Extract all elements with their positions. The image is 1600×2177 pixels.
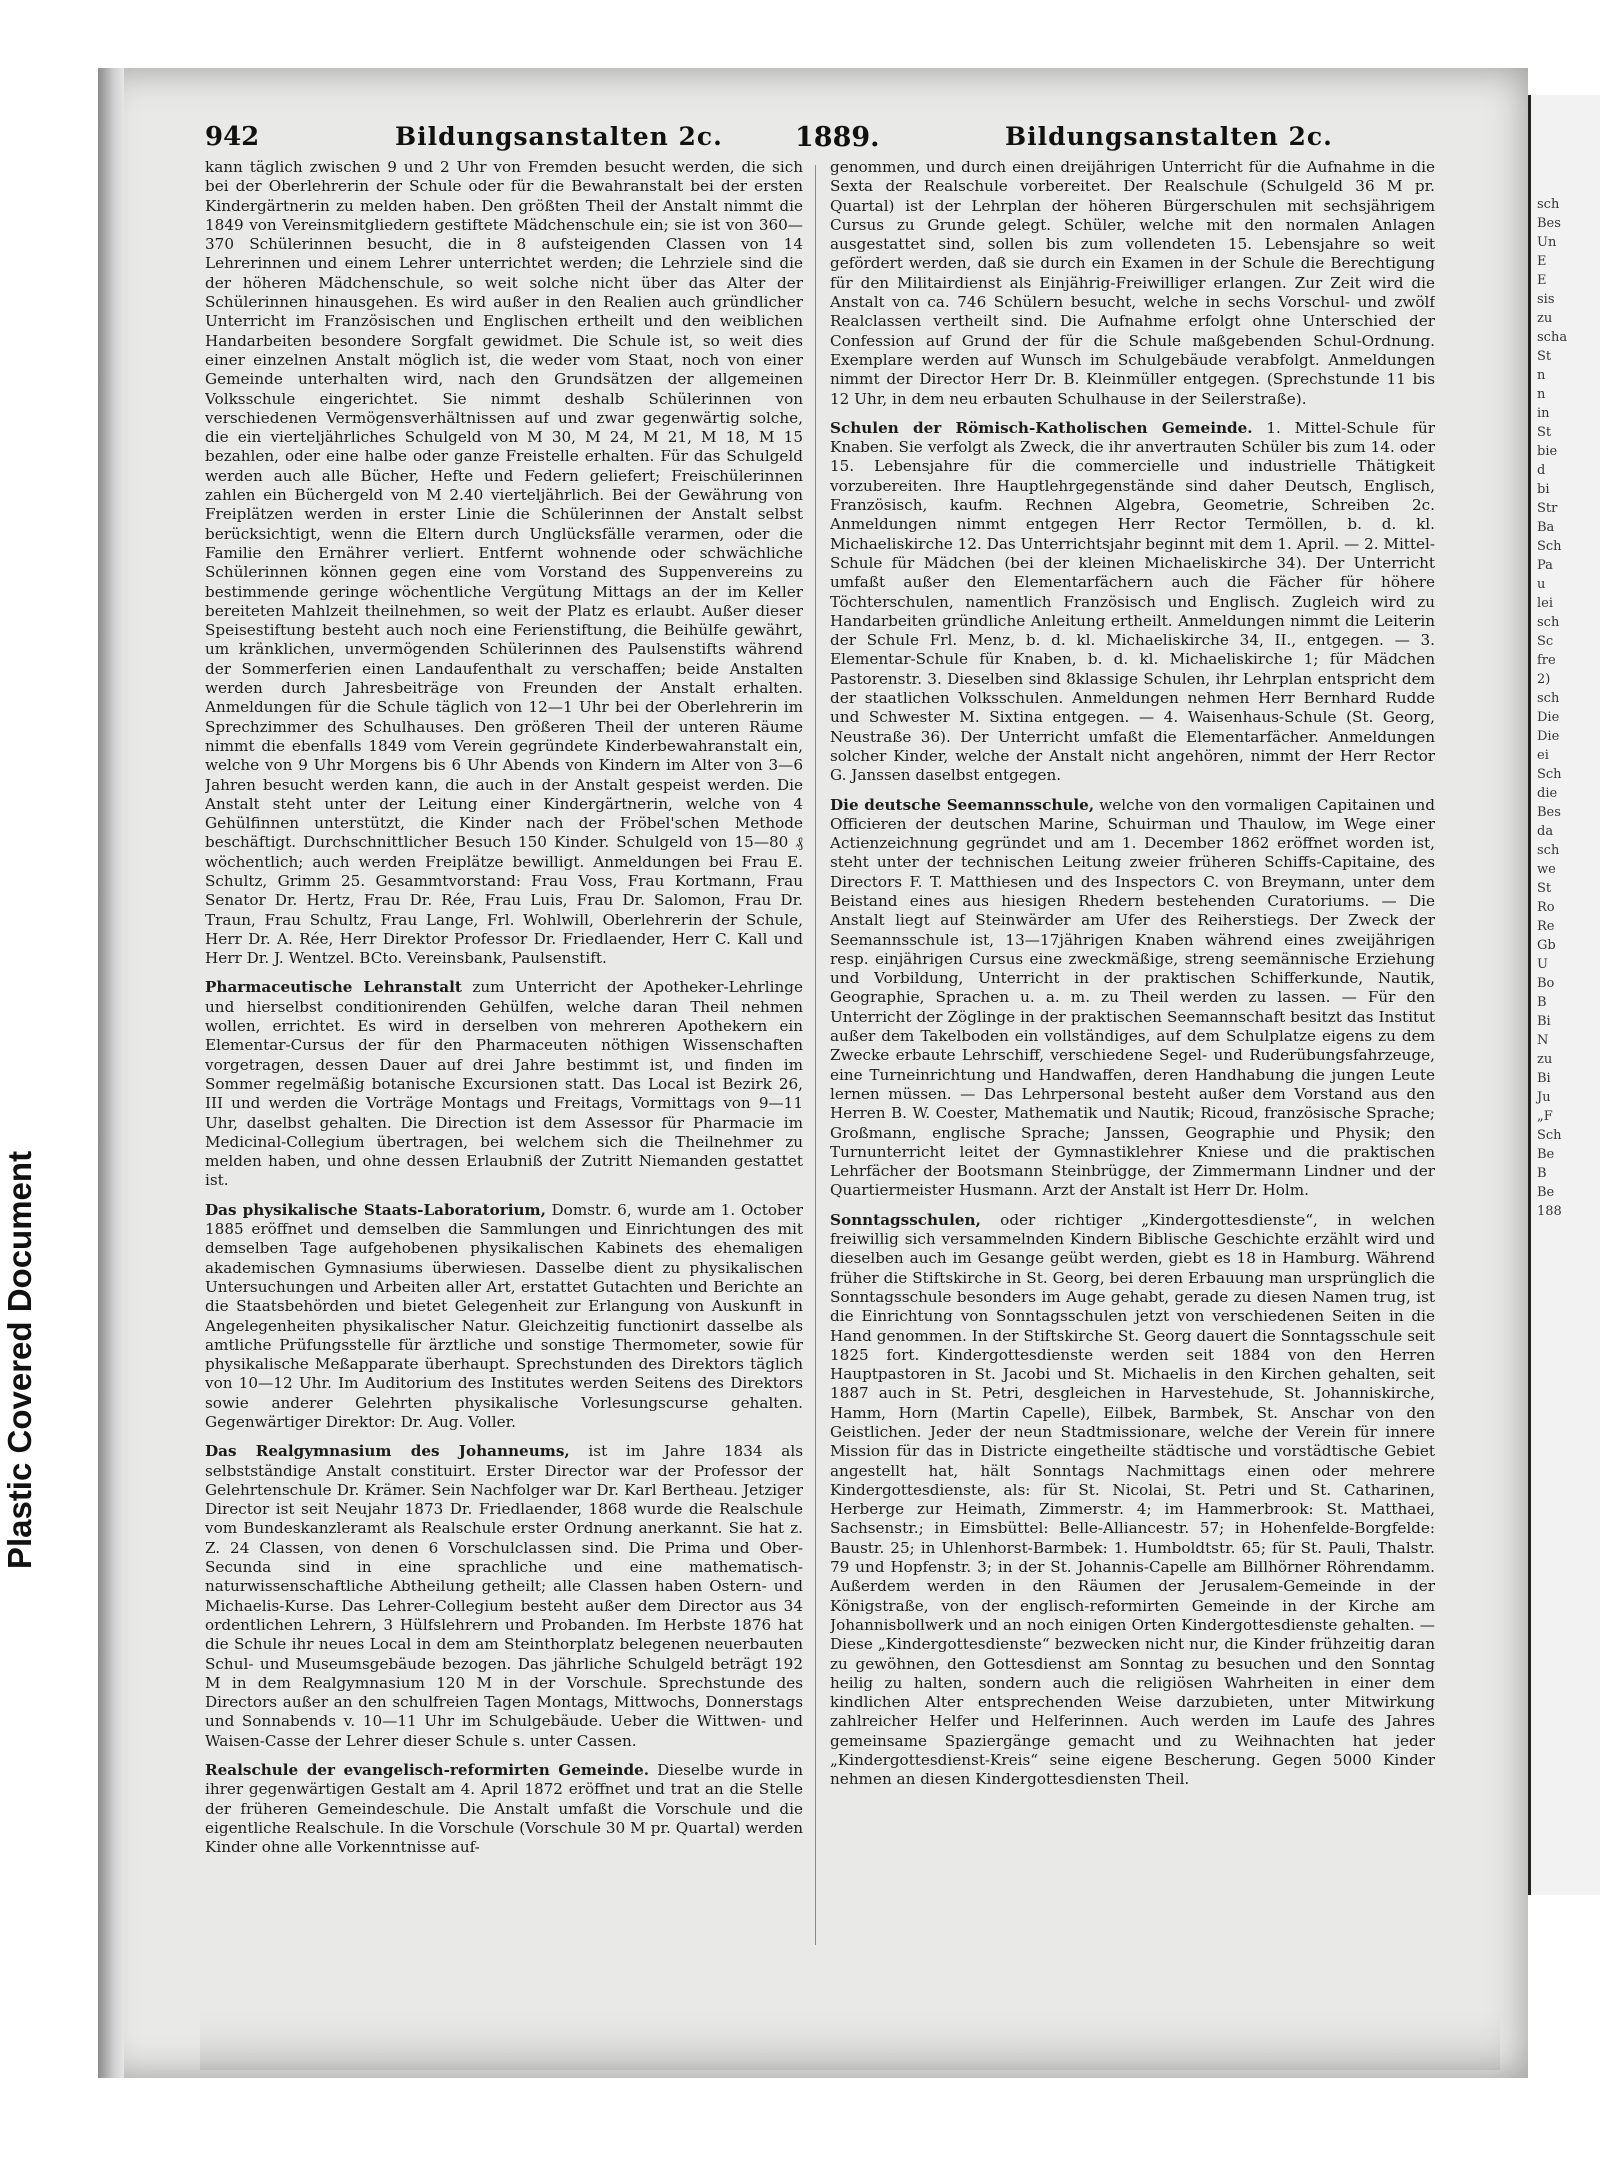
paragraph-heading: Sonntagsschulen,	[830, 1210, 981, 1229]
paragraph-text: zum Unterricht der Apotheker-Lehrlinge und hierselbst conditionirenden Gehülfen, welche daran Theil nehmen wollen, errichtet. Es wird in derselben von mehreren Apothekern ein Elementar-Cursus der für den Pharmaceuten nöthigen Wissenschaften vorgetragen, dessen Dauer auf drei Jahre bestimmt ist, und finden im Sommer regelmäßig botanische Excursionen statt. Das Local ist Bezirk 26, III und werden die Vorträge Montags und Freitags, Vormittags von 9—11 Uhr, daselbst gehalten. Die Direction ist dem Assessor für Pharmacie im Medicinal-Collegium übertragen, bei welchem sich die Theilnehmer zu melden haben, und ohne dessen Erlaubniß der Zutritt Niemanden gestattet ist.	[205, 978, 803, 1190]
page-shadow	[200, 2010, 1500, 2070]
paragraph	[205, 978, 803, 1190]
paragraph	[205, 1201, 803, 1433]
binding-edge	[98, 68, 124, 2078]
page-number: 942	[205, 122, 260, 152]
paragraph	[830, 158, 1435, 409]
paragraph	[205, 1442, 803, 1751]
side-label-text: Plastic Covered Document	[1, 1150, 38, 1570]
paragraph-heading: Die deutsche Seemannsschule,	[830, 795, 1095, 814]
page-header	[205, 122, 1445, 162]
paragraph-text: Dieselbe wurde in ihrer gegenwärtigen Gestalt am 4. April 1872 eröffnet und trat an die Stelle der früheren Gemeindeschule. Die Anstalt umfaßt die Vorschule und die eigentliche Realschule. In die Vorschule (Vorschule 30 M pr. Quartal) werden Kinder ohne alle Vorkenntnisse auf-	[205, 1761, 803, 1857]
column-divider	[815, 165, 816, 1945]
paragraph-text: Domstr. 6, wurde am 1. October 1885 eröffnet und demselben die Sammlungen und Einrichtungen des mit demselben Tage aufgehobenen physikalischen Kabinets des ehemaligen akademischen Gymnasiums überwiesen. Dasselbe dient zu physikalischen Untersuchungen und Arbeiten aller Art, erstattet Gutachten und Berichte an die Staatsbehörden und bietet Gelegenheit zur Erlangung von Auskunft in Angelegenheiten physikalischer Natur. Gleichzeitig functionirt dasselbe als amtliche Prüfungsstelle für ärztliche und sonstige Thermometer, sowie für physikalische Meßapparate überhaupt. Sprechstunden des Direktors täglich von 10—12 Uhr. Im Auditorium des Institutes werden Seitens des Direktors sowie anderer Gelehrten physikalische Vorlesungscurse gehalten. Gegenwärtiger Direktor: Dr. Aug. Voller.	[205, 1200, 803, 1431]
side-label	[0, 1050, 40, 1670]
paragraph-text: 1. Mittel-Schule für Knaben. Sie verfolgt als Zweck, die ihr anvertrauten Schüler bis zum 14. oder 15. Lebensjahre für die commercielle und industrielle Thätigkeit vorzubereiten. Ihre Hauptlehrgegenstände sind daher Deutsch, Englisch, Französisch, kaufm. Rechnen Algebra, Geometrie, Schreiben 2c. Anmeldungen nimmt entgegen Herr Rector Termöllen, b. d. kl. Michaeliskirche 12. Das Unterrichtsjahr beginnt mit dem 1. April. — 2. Mittel-Schule für Mädchen (bei der kleinen Michaeliskirche 34). Der Unterricht umfaßt außer den Elementarfächern auch die Fächer für höhere Töchterschulen, namentlich Französisch und Englisch. Zugleich wird zu Handarbeiten gründliche Anleitung ertheilt. Anmeldungen nimmt die Leiterin der Schule Frl. Menz, b. d. kl. Michaeliskirche 34, II., entgegen. — 3. Elementar-Schule für Knaben, b. d. kl. Michaeliskirche 1; für Mädchen Pastorenstr. 3. Dieselben sind 8klassige Schulen, ihr Lehrplan entspricht dem der staatlichen Volksschulen. Anmeldungen nehmen Herr Bernhard Rudde und Schwester M. Sixtina entgegen. — 4. Waisenhaus-Schule (St. Georg, Neustraße 36). Der Unterricht umfaßt die Elementarfächer. Anmeldungen solcher Kinder, welche der Anstalt nicht angehören, nimmt der Herr Rector G. Janssen daselbst entgegen.	[830, 418, 1435, 785]
paragraph	[830, 419, 1435, 786]
right-column	[830, 158, 1435, 1948]
paragraph-heading: Das physikalische Staats-Laboratorium,	[205, 1200, 546, 1219]
paragraph	[205, 1761, 803, 1857]
next-page-edge	[1528, 95, 1600, 1895]
year: 1889.	[795, 122, 880, 153]
next-page-fragment: sch Bes Un E E sis zu scha St n n in St bie d bi Str Ba Sch Pa u lei sch Sc fre 2) sch Die Die ei Sch die Bes da sch we St Ro Re Gb U Bo B Bi N zu Bi Ju „F Sch Be B Be 188	[1537, 197, 1568, 1219]
paragraph	[830, 796, 1435, 1201]
paragraph-text: genommen, und durch einen dreijährigen Unterricht für die Aufnahme in die Sexta der Realschule vorbereitet. Der Realschule (Schulgeld 36 M pr. Quartal) ist der Lehrplan der höheren Bürgerschulen mit sechsjährigem Cursus zu Grunde gelegt. Schüler, welche mit den normalen Anlagen ausgestattet sind, sollen bis zum vollendeten 15. Lebensjahre so weit gefördert werden, daß sie durch ein Examen in der Schule die Berechtigung für den Militairdienst als Einjährig-Freiwilliger erlangen. Zur Zeit wird die Anstalt von ca. 746 Schülern besucht, welche in sechs Vorschul- und zwölf Realclassen vertheilt sind. Die Aufnahme erfolgt ohne Unterschied der Confession auf Grund der für die Schule maßgebenden Schul-Ordnung. Exemplare werden auf Wunsch im Schulgebäude verabfolgt. Anmeldungen nimmt der Director Herr Dr. B. Kleinmüller entgegen. (Sprechstunde 11 bis 12 Uhr, in dem neu erbauten Schulhause in der Seilerstraße).	[830, 158, 1435, 408]
paragraph	[205, 158, 803, 968]
paragraph-heading: Das Realgymnasium des Johanneums,	[205, 1442, 570, 1461]
paragraph-text: ist im Jahre 1834 als selbstständige Anstalt constituirt. Erster Director war der Professor der Gelehrtenschule Dr. Krämer. Sein Nachfolger war Dr. Karl Bertheau. Jetziger Director ist seit Neujahr 1873 Dr. Friedlaender, 1868 wurde die Realschule vom Bundeskanzleramt als Realschule erster Ordnung anerkannt. Sie hat z. Z. 24 Classen, von denen 6 Vorschulclassen sind. Die Prima und Ober-Secunda sind in eine sprachliche und eine mathematisch-naturwissenschaftliche Abtheilung getheilt; alle Classen haben Ostern- und Michaelis-Kurse. Das Lehrer-Collegium besteht außer dem Director aus 34 ordentlichen Lehrern, 3 Hülfslehrern und Probanden. Im Herbste 1876 hat die Schule ihr neues Local in dem am Steinthorplatz belegenen neuerbauten Schul- und Museumsgebäude bezogen. Das jährliche Schulgeld beträgt 192 M in dem Realgymnasium 120 M in der Vorschule. Sprechstunde des Directors außer an den schulfreien Tagen Montags, Mittwochs, Donnerstags und Sonnabends v. 10—11 Uhr im Schulgebäude. Ueber die Wittwen- und Waisen-Casse der Lehrer dieser Schule s. unter Cassen.	[205, 1442, 803, 1750]
paragraph-heading: Pharmaceutische Lehranstalt	[205, 978, 462, 997]
running-title-right: Bildungsanstalten 2c.	[1005, 122, 1333, 151]
left-column	[205, 158, 803, 1948]
paragraph	[830, 1211, 1435, 1790]
paragraph-heading: Schulen der Römisch-Katholischen Gemeinde.	[830, 418, 1253, 437]
paragraph-text: kann täglich zwischen 9 und 2 Uhr von Fremden besucht werden, die sich bei der Oberlehrerin der Schule oder für die Bewahranstalt bei der ersten Kindergärtnerin zu melden haben. Den größten Theil der Anstalt nimmt die 1849 von Vereinsmitgliedern gestiftete Mädchenschule ein; sie ist von 360—370 Schülerinnen besucht, die in 8 aufsteigenden Classen von 14 Lehrerinnen und einem Lehrer unterrichtet werden; die Lehrziele sind die der höheren Mädchenschule, so weit solche nicht über das Alter der Schülerinnen hinausgehen. Es wird außer in den Realien auch gründlicher Unterricht im Französischen und Englischen ertheilt und den weiblichen Handarbeiten besondere Sorgfalt gewidmet. Die Schule ist, so weit dies einer einzelnen Anstalt möglich ist, die weder vom Staat, noch von einer Gemeinde unterhalten wird, nach den Grundsätzen der allgemeinen Volksschule eingerichtet. Sie nimmt deshalb Schülerinnen von verschiedenen Vermögensverhältnissen auf und zwar gegenwärtig solche, die ein vierteljährliches Schulgeld von M 30, M 24, M 21, M 18, M 15 bezahlen, oder eine halbe oder ganze Freistelle erhalten. Für das Schulgeld werden auch alle Bücher, Hefte und Federn geliefert; Freischülerinnen zahlen ein Büchergeld von M 2.40 vierteljährlich. Bei der Gewährung von Freiplätzen werden in erster Linie die Schülerinnen der Anstalt selbst berücksichtigt, wenn die Eltern durch Unglücksfälle verarmen, oder die Familie den Ernährer verliert. Entfernt wohnende oder schwächliche Schülerinnen können gegen eine vom Vorstand des Suppenvereins zu bestimmende geringe wöchentliche Vergütung Mittags an der im Keller bereiteten Mahlzeit theilnehmen, so weit der Platz es erlaubt. Außer dieser Speisestiftung besteht auch noch eine Ferienstiftung, die Beihülfe gewährt, um kränklichen, unvermögenden Schülerinnen des Paulsenstifts während der Sommerferien einen Landaufenthalt zu verschaffen; beide Anstalten werden durch Jahresbeiträge von Freunden der Anstalt erhalten. Anmeldungen für die Schule täglich von 12—1 Uhr bei der Oberlehrerin im Sprechzimmer des Schulhauses. Den größeren Theil der unteren Räume nimmt die ebenfalls 1849 vom Verein gegründete Kinderbewahranstalt ein, welche von 9 Uhr Morgens bis 6 Uhr Abends von Kindern im Alter von 3—6 Jahren besucht werden kann, die auch in der Anstalt gespeist werden. Die Anstalt steht unter der Leitung einer Kindergärtnerin, welche von 4 Gehülfinnen unterstützt, die Kinder nach der Fröbel'schen Methode beschäftigt. Durchschnittlicher Besuch 150 Kinder. Schulgeld von 15—80 ₰ wöchentlich; auch werden Freiplätze bewilligt. Anmeldungen bei Frau E. Schultz, Grimm 25. Gesammtvorstand: Frau Voss, Frau Kortmann, Frau Senator Dr. Hertz, Frau Dr. Rée, Frau Luis, Frau Dr. Salomon, Frau Dr. Traun, Frau Schultz, Frau Lange, Frl. Wohlwill, Oberlehrerin der Schule, Herr Dr. A. Rée, Herr Direktor Professor Dr. Friedlaender, Herr C. Kall und Herr Dr. J. Wentzel. BCto. Vereinsbank, Paulsenstift.	[205, 158, 803, 968]
paragraph-text: welche von den vormaligen Capitainen und Officieren der deutschen Marine, Schuirman und Thaulow, im Wege einer Actienzeichnung gegründet und am 1. December 1862 eröffnet worden ist, steht unter der technischen Leitung zweier früheren Schiffs-Capitaine, des Directors F. T. Matthiesen und des Inspectors C. von Breymann, unter dem Beistand eines aus hiesigen Rhedern bestehenden Curatoriums. — Die Anstalt liegt auf Steinwärder am Ufer des Reiherstiegs. Der Zweck der Seemannsschule ist, 13—17jährigen Knaben während eines zweijährigen resp. einjährigen Cursus eine zweckmäßige, streng seemännische Erziehung und Vorbildung, Unterricht in der praktischen Schifferkunde, Nautik, Geographie, Sprachen u. a. m. zu Theil werden zu lassen. — Für den Unterricht der Zöglinge in der praktischen Seemannschaft besitzt das Institut außer dem Takelboden ein vollständiges, auf dem Schulplatze eigens zu dem Zwecke erbaute Lehrschiff, verschiedene Segel- und Ruderübungsfahrzeuge, eine Turneinrichtung und Handwaffen, deren Handhabung die jungen Leute lernen müssen. — Das Lehrpersonal besteht außer dem Vorstand aus den Herren B. W. Coester, Mathematik und Nautik; Ricoud, französische Sprache; Großmann, englische Sprache; Janssen, Geographie und Physik; den Turnunterricht leitet der Gymnastiklehrer Kniese und die praktischen Lehrfächer der Bootsmann Steinbrügge, der Zimmermann Lindner und der Quartiermeister Husmann. Arzt der Anstalt ist Herr Dr. Holm.	[830, 795, 1435, 1200]
running-title-left: Bildungsanstalten 2c.	[395, 122, 723, 151]
paragraph-text: oder richtiger „Kindergottesdienste“, in welchen freiwillig sich versammelnden Kindern Biblische Geschichte erzählt wird und dieselben auch im Gesange geübt werden, giebt es 18 in Hamburg. Während früher die Stiftskirche in St. Georg, bei deren Erbauung man ursprünglich die Sonntagsschule besonders im Auge gehabt, gerade zu diesen Namen trug, ist die Einrichtung von Sonntagsschulen jetzt von verschiedenen Seiten in die Hand genommen. In der Stiftskirche St. Georg dauert die Sonntagsschule seit 1825 fort. Kindergottesdienste werden seit 1884 von den Herren Hauptpastoren in St. Jacobi und St. Michaelis in den Kirchen gehalten, seit 1887 auch in St. Petri, desgleichen in Harvestehude, St. Johanniskirche, Hamm, Horn (Martin Capelle), Eilbek, Barmbek, St. Anschar von den Geistlichen. Jeder der neun Stadtmissionare, welche der Verein für innere Mission für das in Districte eingetheilte städtische und vorstädtische Gebiet angestellt hat, hält Sonntags Nachmittags einen oder mehrere Kindergottesdienste, als: für St. Nicolai, St. Petri und St. Catharinen, Herberge zur Heimath, Zimmerstr. 4; im Hammerbrook: St. Matthaei, Sachsenstr.; in Eimsbüttel: Belle-Alliancestr. 57; in Hohenfelde-Borgfelde: Baustr. 25; in Uhlenhorst-Barmbek: 1. Humboldtstr. 65; für St. Pauli, Thalstr. 79 und Hopfenstr. 3; in der St. Johannis-Capelle am Billhörner Röhrendamm. Außerdem werden in den Räumen der Jerusalem-Gemeinde in der Königstraße, von der englisch-reformirten Gemeinde in der Kirche am Johannisbollwerk und an noch einigen Orten Kindergottesdienste gehalten. — Diese „Kindergottesdienste“ bezwecken nicht nur, die Kinder frühzeitig daran zu gewöhnen, den Gottesdienst am Sonntag zu besuchen und den Sonntag heilig zu halten, sondern auch die religiösen Wahrheiten in einer dem kindlichen Alter entsprechenden Weise darzubieten, unter Mitwirkung zahlreicher Helfer und Helferinnen. Auch werden im Laufe des Jahres gemeinsame Spaziergänge gemacht und zu Weihnachten hat jeder „Kindergottesdienst-Kreis“ seine eigene Bescherung. Gegen 5000 Kinder nehmen an diesen Kindergottesdiensten Theil.	[830, 1210, 1435, 1789]
paragraph-heading: Realschule der evangelisch-reformirten Gemeinde.	[205, 1761, 650, 1780]
